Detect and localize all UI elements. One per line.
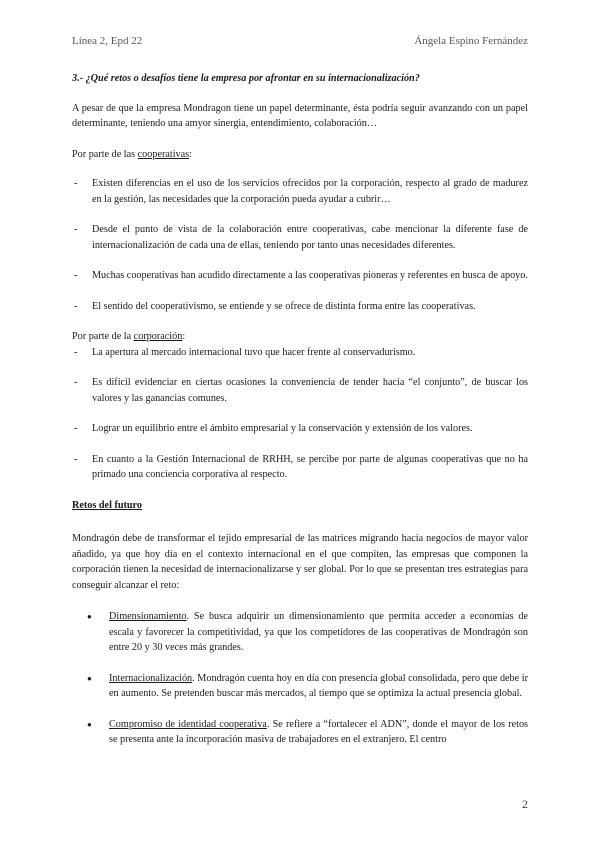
list-item xyxy=(72,609,528,656)
estrategias-list xyxy=(72,609,528,748)
label-suffix: : xyxy=(182,331,186,342)
label-prefix: Por parte de la xyxy=(72,331,134,342)
list-item: - El sentido del cooperativismo, se entiende y se ofrece de distinta forma entre las cooperativas. xyxy=(72,299,528,315)
corporacion-term: corporación xyxy=(133,331,183,342)
list-item xyxy=(72,717,528,748)
futuro-intro: Mondragón debe de transformar el tejido empresarial de las matrices migrando hacia negocios de mayor valor añadido, ya que hoy día en el contexto internacional en el que compiten, las empresas que componen la corporación tienen la necesidad de internacionalizarse y ser global. Por lo que se presentan tres estrategias para conseguir alcanzar el reto: xyxy=(72,533,528,591)
futuro-title: Retos del futuro xyxy=(72,499,142,511)
strategy-term: Internacionalización xyxy=(109,672,193,684)
strategy-term: Compromiso de identidad cooperativa xyxy=(109,718,267,730)
header-right: Ángela Espino Fernández xyxy=(414,35,528,47)
cooperativas-label xyxy=(72,147,528,163)
list-item: - En cuanto a la Gestión Internacional de RRHH, se percibe por parte de algunas cooperativas que no ha primado una conciencia corporativa al respecto. xyxy=(72,452,528,483)
label-suffix: : xyxy=(189,148,192,160)
list-item: - La apertura al mercado internacional tuvo que hacer frente al conservadurismo. xyxy=(72,345,528,361)
header-left: Línea 2, Epd 22 xyxy=(72,35,143,47)
list-item: - Lograr un equilibrio entre el ámbito empresarial y la conservación y extensión de los valores. xyxy=(72,421,528,437)
label-prefix: Por parte de las xyxy=(72,148,138,160)
list-item xyxy=(72,671,528,702)
cooperativas-term: cooperativas xyxy=(137,148,190,160)
section-intro: A pesar de que la empresa Mondragon tiene un papel determinante, ésta podría seguir avanzando con un papel determinante, teniendo una amyor sinergia, entendimiento, colaboración… xyxy=(72,102,528,129)
list-item: - Desde el punto de vista de la colaboración entre cooperativas, cabe mencionar la diferente fase de internacionalización de cada una de ellas, teniendo por tanto unas necesidades diferentes. xyxy=(72,222,528,253)
cooperativas-list xyxy=(72,176,528,314)
page-content xyxy=(72,71,528,763)
strategy-text: . Mondragón cuenta hoy en día con presencia global consolidada, pero que debe ir en aumento. Se pretenden buscar más mercados, al tiempo que se optimiza la actual presencia global. xyxy=(109,672,528,699)
section-title: 3.- ¿Qué retos o desafíos tiene la empresa por afrontar en su internacionalización? xyxy=(72,73,420,84)
page-number: 2 xyxy=(522,797,528,811)
corporacion-list xyxy=(72,345,528,483)
strategy-text: . Se busca adquirir un dimensionamiento que permita acceder a economías de escala y favorecer la competitividad, ya que los competidores de las cooperativas de Mondragón son entre 20 y 30 veces más grandes. xyxy=(109,611,528,653)
corporacion-label xyxy=(72,329,528,345)
strategy-text: . Se refiere a “fortalecer el ADN”, donde el mayor de los retos se presenta ante la incorporación masiva de trabajadores en el extranjero. El centro xyxy=(109,718,528,745)
strategy-term: Dimensionamiento xyxy=(109,611,187,622)
list-item: - Existen diferencias en el uso de los servicios ofrecidos por la corporación, respecto al grado de madurez en la gestión, las necesidades que la corporación pueda ayudar a cubrir… xyxy=(72,176,528,207)
list-item: - Muchas cooperativas han acudido directamente a las cooperativas pioneras y referentes en busca de apoyo. xyxy=(72,268,528,284)
list-item: - Es difícil evidenciar en ciertas ocasiones la conveniencia de tender hacia “el conjunto”, de buscar los valores y las ganancias comunes. xyxy=(72,375,528,406)
